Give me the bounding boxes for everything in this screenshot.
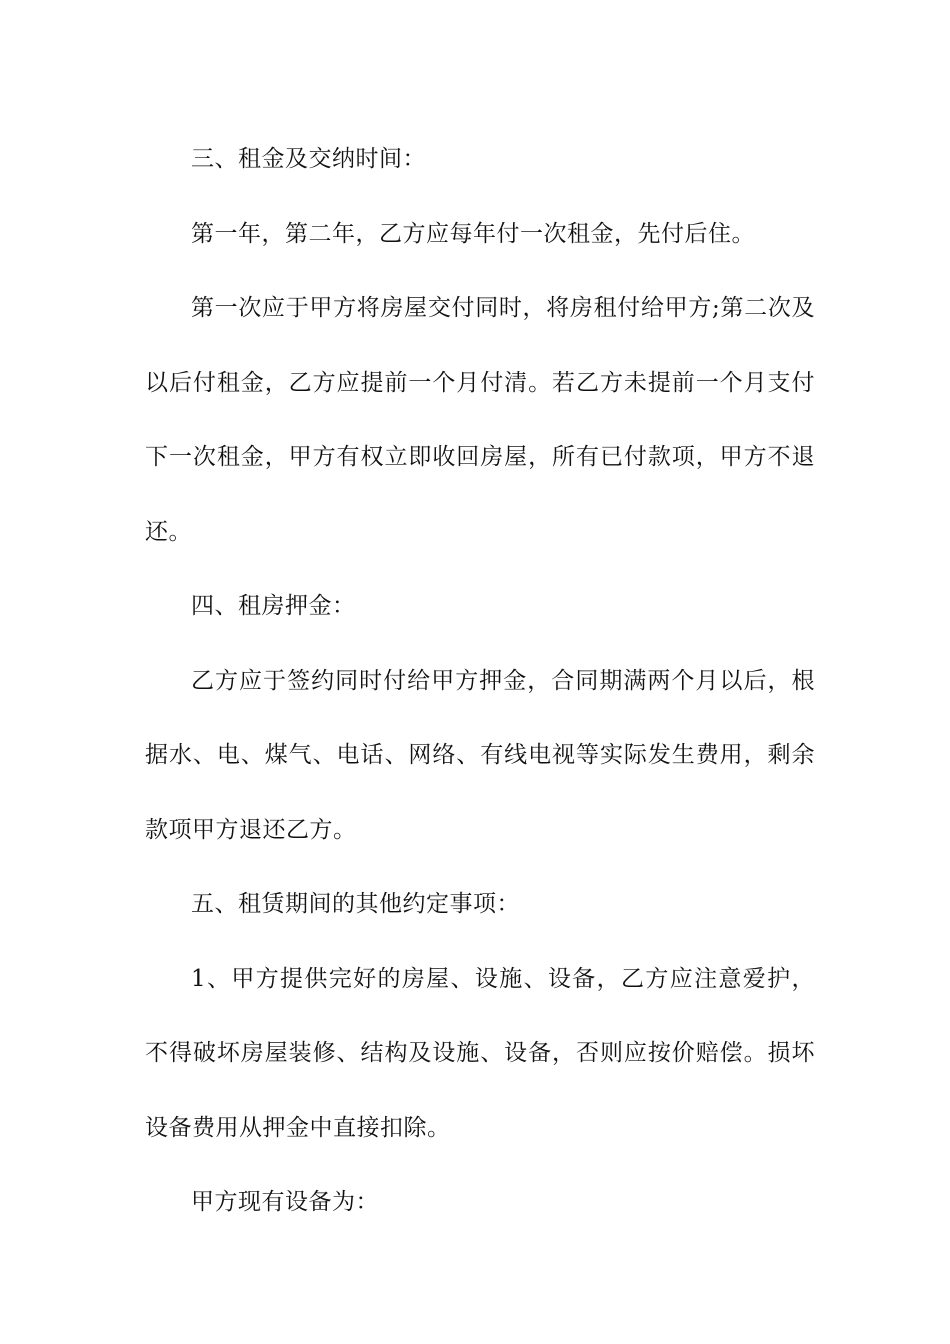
paragraph-rent-payment-terms: 第一次应于甲方将房屋交付同时，将房租付给甲方;第二次及以后付租金，乙方应提前一个月付清。若乙方未提前一个月支付下一次租金，甲方有权立即收回房屋，所有已付款项，甲方不退还。 bbox=[145, 295, 815, 545]
paragraph-equipment-care: 1、甲方提供完好的房屋、设施、设备，乙方应注意爱护，不得破坏房屋装修、结构及设施、设备，否则应按价赔偿。损坏设备费用从押金中直接扣除。 bbox=[145, 965, 815, 1141]
section-heading-rent-payment: 三、租金及交纳时间： bbox=[191, 146, 426, 172]
section-heading-other-terms: 五、租赁期间的其他约定事项： bbox=[191, 891, 520, 917]
section-heading-deposit: 四、租房押金： bbox=[191, 593, 356, 619]
document-body bbox=[145, 122, 815, 1240]
paragraph-existing-equipment: 甲方现有设备为： bbox=[191, 1189, 379, 1215]
paragraph-rent-frequency: 第一年，第二年，乙方应每年付一次租金，先付后住。 bbox=[191, 220, 755, 247]
paragraph-deposit-terms: 乙方应于签约同时付给甲方押金，合同期满两个月以后，根据水、电、煤气、电话、网络、有线电视等实际发生费用，剩余款项甲方退还乙方。 bbox=[145, 667, 815, 843]
